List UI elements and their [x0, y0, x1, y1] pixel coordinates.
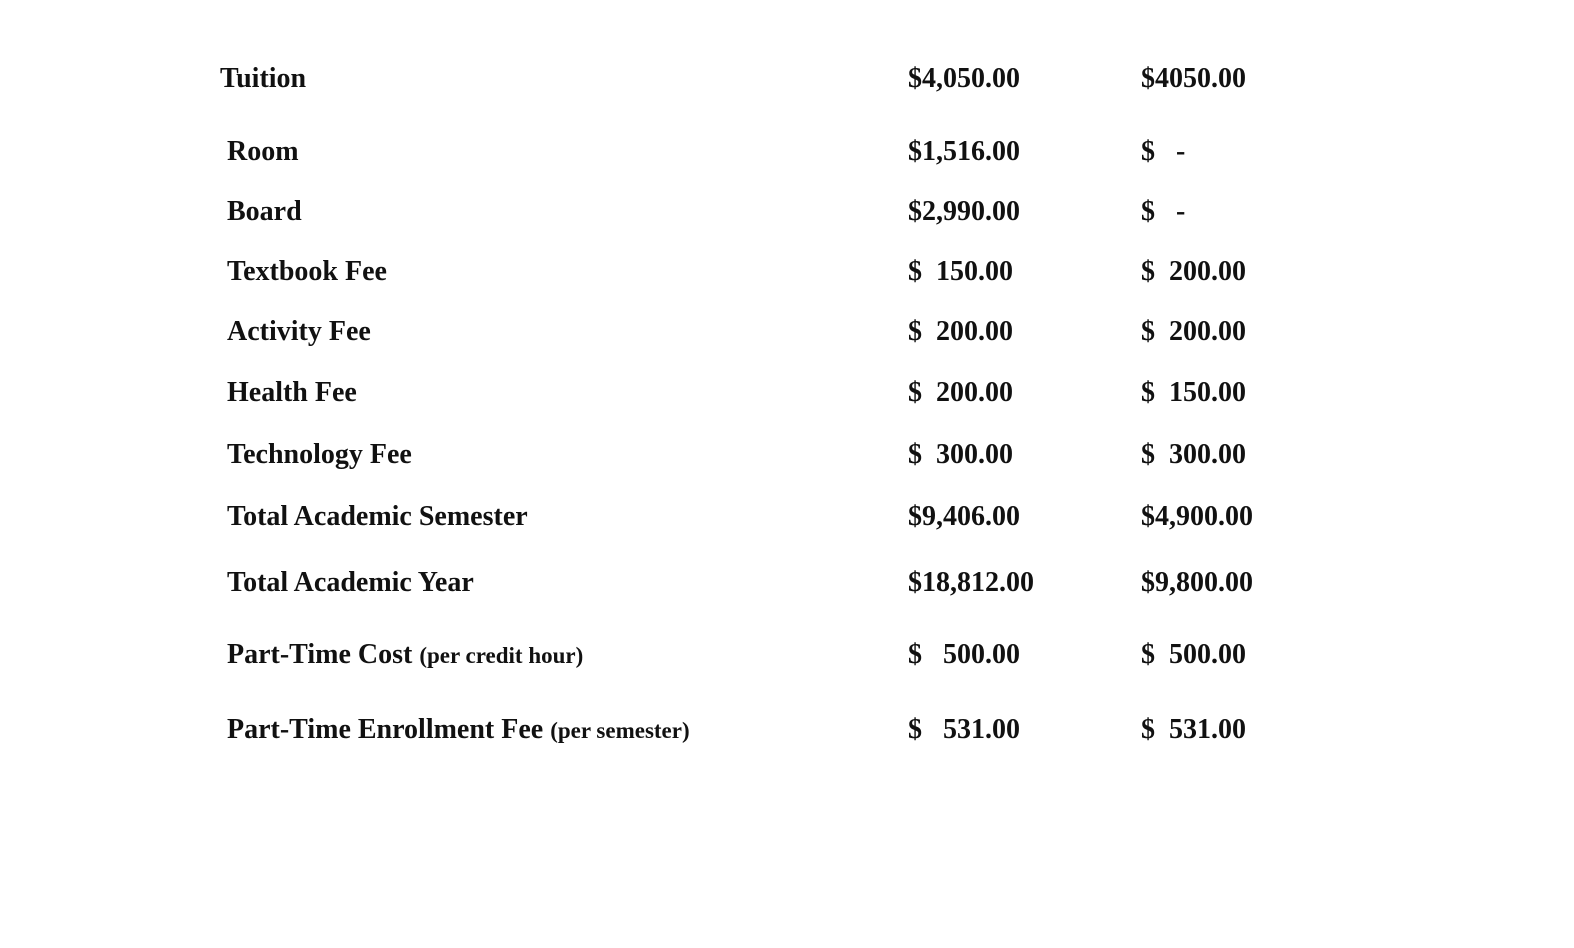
label-note: (per semester) [550, 718, 690, 743]
second-amount: $4050.00 [1141, 63, 1246, 94]
second-amount: $ 500.00 [1141, 639, 1246, 670]
label-text: Total Academic Semester [227, 501, 528, 532]
row-label [227, 132, 299, 172]
first-amount: $ 200.00 [908, 377, 1013, 408]
row-label [220, 59, 306, 99]
label-note: (per credit hour) [419, 643, 584, 668]
table-row [0, 252, 1574, 292]
first-amount: $2,990.00 [908, 196, 1020, 227]
row-label [227, 252, 387, 292]
second-amount: $ 531.00 [1141, 714, 1246, 745]
second-amount: $9,800.00 [1141, 567, 1253, 598]
label-text: Tuition [220, 63, 307, 94]
label-text: Total Academic Year [227, 567, 474, 598]
table-row [0, 59, 1574, 99]
first-amount: $ 200.00 [908, 316, 1013, 347]
table-row [0, 497, 1574, 537]
table-row [0, 192, 1574, 232]
table-row [0, 373, 1574, 413]
row-label [227, 563, 474, 603]
second-amount: $ 200.00 [1141, 256, 1246, 287]
row-label [227, 435, 412, 475]
second-amount: $ 200.00 [1141, 316, 1246, 347]
table-row [0, 710, 1574, 750]
label-text: Part-Time Enrollment Fee [227, 714, 551, 745]
first-amount: $ 150.00 [908, 256, 1013, 287]
label-text: Activity Fee [227, 316, 371, 347]
row-label [227, 635, 583, 676]
table-row [0, 312, 1574, 352]
first-amount: $ 300.00 [908, 439, 1013, 470]
first-amount: $ 500.00 [908, 639, 1020, 670]
second-amount: $ - [1141, 196, 1186, 227]
label-text: Textbook Fee [227, 256, 387, 287]
row-label [227, 373, 357, 413]
first-amount: $18,812.00 [908, 567, 1034, 598]
label-text: Technology Fee [227, 439, 412, 470]
row-label [227, 312, 371, 352]
second-amount: $ 150.00 [1141, 377, 1246, 408]
first-amount: $ 531.00 [908, 714, 1020, 745]
table-row [0, 635, 1574, 675]
first-amount: $1,516.00 [908, 136, 1020, 167]
second-amount: $ 300.00 [1141, 439, 1246, 470]
second-amount: $ - [1141, 136, 1186, 167]
table-row [0, 435, 1574, 475]
first-amount: $4,050.00 [908, 63, 1020, 94]
row-label [227, 497, 528, 537]
table-row [0, 563, 1574, 603]
label-text: Part-Time Cost [227, 639, 420, 670]
label-text: Health Fee [227, 377, 357, 408]
label-text: Board [227, 196, 302, 227]
row-label [227, 192, 302, 232]
first-amount: $9,406.00 [908, 501, 1020, 532]
second-amount: $4,900.00 [1141, 501, 1253, 532]
label-text: Room [227, 136, 299, 167]
row-label [227, 710, 690, 751]
table-row [0, 132, 1574, 172]
